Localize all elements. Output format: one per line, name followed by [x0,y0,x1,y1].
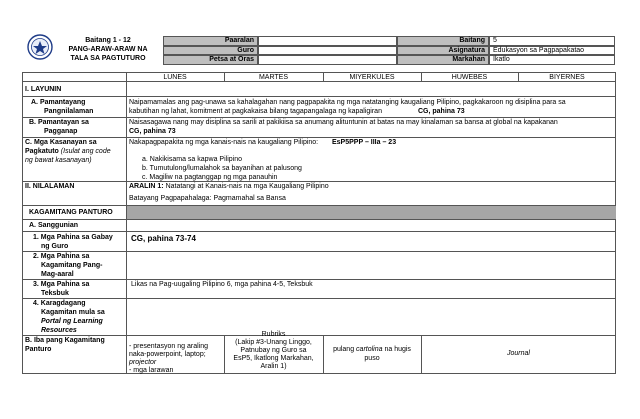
header-field-guro-label-cell: Guro [163,46,258,56]
label-kagamitang-pang-3: Mag-aaral [41,271,74,278]
nilalaman-aralin: ARALIN 1: Natatangi at Kanais-nais na mga Kaugaliang Pilipino [129,183,329,190]
gabay-value: CG, pahina 73-74 [131,234,196,243]
header-field-petsa-value[interactable] [258,55,397,65]
day-martes: MARTES [258,73,289,81]
doc-title-line1: PANG-ARAW-ARAW NA [68,46,148,53]
section-nilalaman: II. NILALAMAN [25,183,75,190]
row-divider [22,251,616,252]
label-kagamitang-pang-1: 2. Mga Pahina sa [33,253,90,260]
label-pamantayan-pagganap-1: B. Pamantayan sa [29,119,89,126]
header-field-markahan-value[interactable]: Ikatlo [489,55,615,65]
label-teksbuk-2: Teksbuk [41,290,69,297]
label-gabay-1: 1. Mga Pahina sa Gabay [33,234,113,241]
header-field-baitang-value[interactable]: 5 [489,36,615,46]
label-gabay-2: ng Guro [41,243,69,250]
iba-martes-line: (Lakip #3-Unang Linggo, [235,339,312,346]
label-pamantayang-pangnilalaman-2: Pangnilalaman [44,108,94,115]
day-miyerkules: MIYERKULES [349,73,395,81]
day-biyernes: BIYERNES [549,73,585,81]
label-iba-1: B. Iba pang Kagamitang [25,337,105,344]
row-divider [22,181,616,182]
nilalaman-batayang: Batayang Pagpapahalaga: Pagmamahal sa Bansa [129,195,286,202]
header-field-markahan-label-cell: Markahan [397,55,489,65]
label-karagdagang-2: Kagamitan mula sa [41,309,105,316]
text-pamantayang-pangnilalaman-2: kabutihan ng lahat, komitment at pagkakaisa bilang tagapangalaga ng kapaligiran [129,108,382,115]
label-pamantayang-pangnilalaman-1: A. Pamantayang [31,99,86,106]
label-kagamitang-pang-2: Kagamitang Pang- [41,262,103,269]
day-huwebes: HUWEBES [451,73,488,81]
label-sanggunian: A. Sanggunian [29,222,78,229]
label-pamantayan-pagganap-2: Pagganap [44,128,78,135]
ref-pamantayang-pangnilalaman: CG, pahina 73 [418,108,465,115]
label-teksbuk-1: 3. Mga Pahina sa [33,281,90,288]
iba-martes-line: EsP5, Ikatlong Markahan, [233,355,314,362]
text-pamantayan-pagganap: Naisasagawa nang may disiplina sa sarili at pakikiisa sa anumang alituntunin at batas na may kinalaman sa bansa at global na kapakanan [129,119,558,126]
deped-seal [27,34,53,60]
label-kasanayan-1: C. Mga Kasanayan sa [25,139,97,146]
kasanayan-item: a. Nakikisama sa kapwa Pilipino [142,156,242,163]
iba-journal: Journal [507,350,530,357]
iba-lunes-line: - mga larawan [129,367,174,374]
school-grades: Baitang 1 - 12 [85,37,131,44]
ref-pamantayan-pagganap: CG, pahina 73 [129,128,176,135]
kasanayan-code: EsP5PPP – IIIa – 23 [332,139,397,146]
row-divider [22,231,616,232]
header-field-paaralan-value[interactable] [258,36,397,46]
header-field-baitang-label-cell: Baitang [397,36,489,46]
teksbuk-value: Likas na Pag-uugaling Pilipino 6, mga pahina 4-5, Teksbuk [131,281,313,288]
kasanayan-item: b. Tumutulong/lumalahok sa bayanihan at palusong [142,165,302,172]
kasanayan-item: c. Magiliw na pagtanggap ng mga panauhin [142,174,278,181]
label-kasanayan-3: ng bawat kasanayan) [25,157,92,164]
row-divider [22,279,616,280]
iba-martes-line: Aralin 1) [260,363,287,370]
label-kasanayan-2: Pagkatuto (Isulat ang code [25,148,111,155]
iba-lunes-line: - presentasyon ng araling [129,343,208,350]
label-karagdagang-1: 4. Karagdagang [33,300,86,307]
iba-lunes-line: projector [129,359,157,366]
header-field-asignatura-label-cell: Asignatura [397,46,489,56]
iba-lunes-line: naka-powerpoint, laptop; [129,351,206,358]
row-divider [22,96,616,97]
day-lunes: LUNES [163,73,187,81]
section-kagamitang-panturo: KAGAMITANG PANTURO [29,209,113,216]
iba-martes-line: Rubriks [261,331,286,338]
label-karagdagang-3: Portal ng Learning [41,318,103,325]
header-field-asignatura-value[interactable]: Edukasyon sa Pagpapakatao [489,46,615,56]
text-kasanayan: Nakapagpapakita ng mga kanais-nais na kaugaliang Pilipino: [129,139,319,146]
header-field-guro-value[interactable] [258,46,397,56]
label-karagdagang-4: Resources [41,327,77,334]
text-pamantayang-pangnilalaman-1: Naipamamalas ang pag-unawa sa kahalagahan nang pagpapakita ng mga natatanging kaugaliang Pilipino, pagkakaroon ng disiplina para sa [129,99,566,106]
row-divider [22,298,616,299]
iba-miyerkules-line: pulang cartolina na hugis [333,346,411,353]
header-field-petsa-label-cell: Petsa at Oras [163,55,258,65]
label-iba-2: Panturo [25,346,52,353]
header-field-paaralan-label-cell: Paaralan [163,36,258,46]
iba-miyerkules-line: puso [364,355,380,362]
kagamitang-panturo-bar [127,206,616,219]
row-divider [22,137,616,138]
iba-martes-line: Patnubay ng Guro sa [240,347,307,354]
doc-title-line2: TALA SA PAGTUTURO [70,55,146,62]
row-divider [22,219,616,220]
section-layunin: I. LAYUNIN [25,86,62,93]
row-divider [22,117,616,118]
